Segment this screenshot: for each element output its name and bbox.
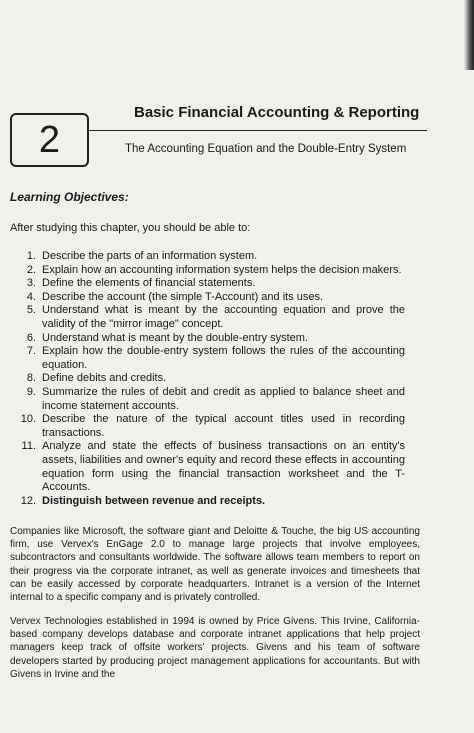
page-edge-shadow [464,0,474,70]
objective-text: Define debits and credits. [42,372,167,385]
objective-text: Distinguish between revenue and receipts. [42,494,266,507]
chapter-header-rule [89,130,427,131]
body-paragraph: Vervex Technologies established in 1994 is owned by Price Givens. This Irvine, California-based company develops database and corporate intranet applications that help project managers keep track of offsite workers' projects. Givens and his team of software developers started by producing project management applications for accountants. But with Givens in Irvine and the [10,616,420,680]
objective-text: Describe the parts of an information system. [42,250,258,262]
objective-number: 9. [26,385,36,398]
objective-text: Understand what is meant by the accounting equation and prove the validity of the "mirror image" concept. [42,304,405,330]
objective-text: Describe the nature of the typical account titles used in recording transactions. [42,413,405,439]
learning-objectives-list [15,250,405,508]
objective-number: 3. [26,277,36,290]
objective-number: 11. [21,440,36,453]
objective-number: 6. [26,331,36,344]
objective-item [15,345,405,372]
body-paragraph: Companies like Microsoft, the software giant and Deloitte & Touche, the big US accounting firm, use Vervex's EnGage 2.0 to manage large projects that involve employees, subcontractors and consultants worldwide. The software allows team members to report on their progress via the corporate intranet, as well as generate invoices and timesheets that can be easily accessed by corporate headquarters. Intranet is a version of the Internet internal to a specific company and is privately controlled. [10,526,420,604]
chapter-subtitle: The Accounting Equation and the Double-Entry System [125,143,407,155]
objective-text: Define the elements of financial statements. [42,277,256,290]
chapter-number: 2 [38,119,61,161]
objective-number: 5. [26,304,36,317]
objective-item [15,332,405,346]
objective-number: 1. [26,250,36,262]
objective-item [15,250,405,264]
objective-text: Understand what is meant by the double-entry system. [42,331,308,344]
objective-item [15,304,405,331]
objective-text: Describe the account (the simple T-Account) and its uses. [42,290,324,303]
objective-item [15,386,405,413]
learning-objectives-heading: Learning Objectives: [10,190,129,204]
objective-item [15,264,405,278]
objective-item [15,277,405,291]
objective-text: Analyze and state the effects of business transactions on an entity's assets, liabilities and owner's equity and record these effects in accounting equation form using the financial transaction worksheet and the T-Accounts. [42,440,405,494]
objective-item [15,495,405,509]
objective-number: 8. [26,372,36,385]
objective-item [15,291,405,305]
objective-text: Explain how the double-entry system follows the rules of the accounting equation. [42,345,405,371]
objective-item [15,440,405,494]
chapter-number-box [10,113,89,167]
objective-number: 7. [26,345,36,358]
learning-objectives-intro: After studying this chapter, you should be able to: [10,222,251,234]
chapter-title: Basic Financial Accounting & Reporting [134,104,420,121]
objective-number: 12. [20,494,36,507]
objective-number: 4. [26,290,36,303]
objective-text: Explain how an accounting information system helps the decision makers. [42,263,402,276]
objective-text: Summarize the rules of debit and credit as applied to balance sheet and income statement accounts. [42,385,405,412]
objective-number: 2. [26,263,36,276]
objective-item [15,413,405,440]
objective-number: 10. [20,413,36,426]
objective-item [15,372,405,386]
